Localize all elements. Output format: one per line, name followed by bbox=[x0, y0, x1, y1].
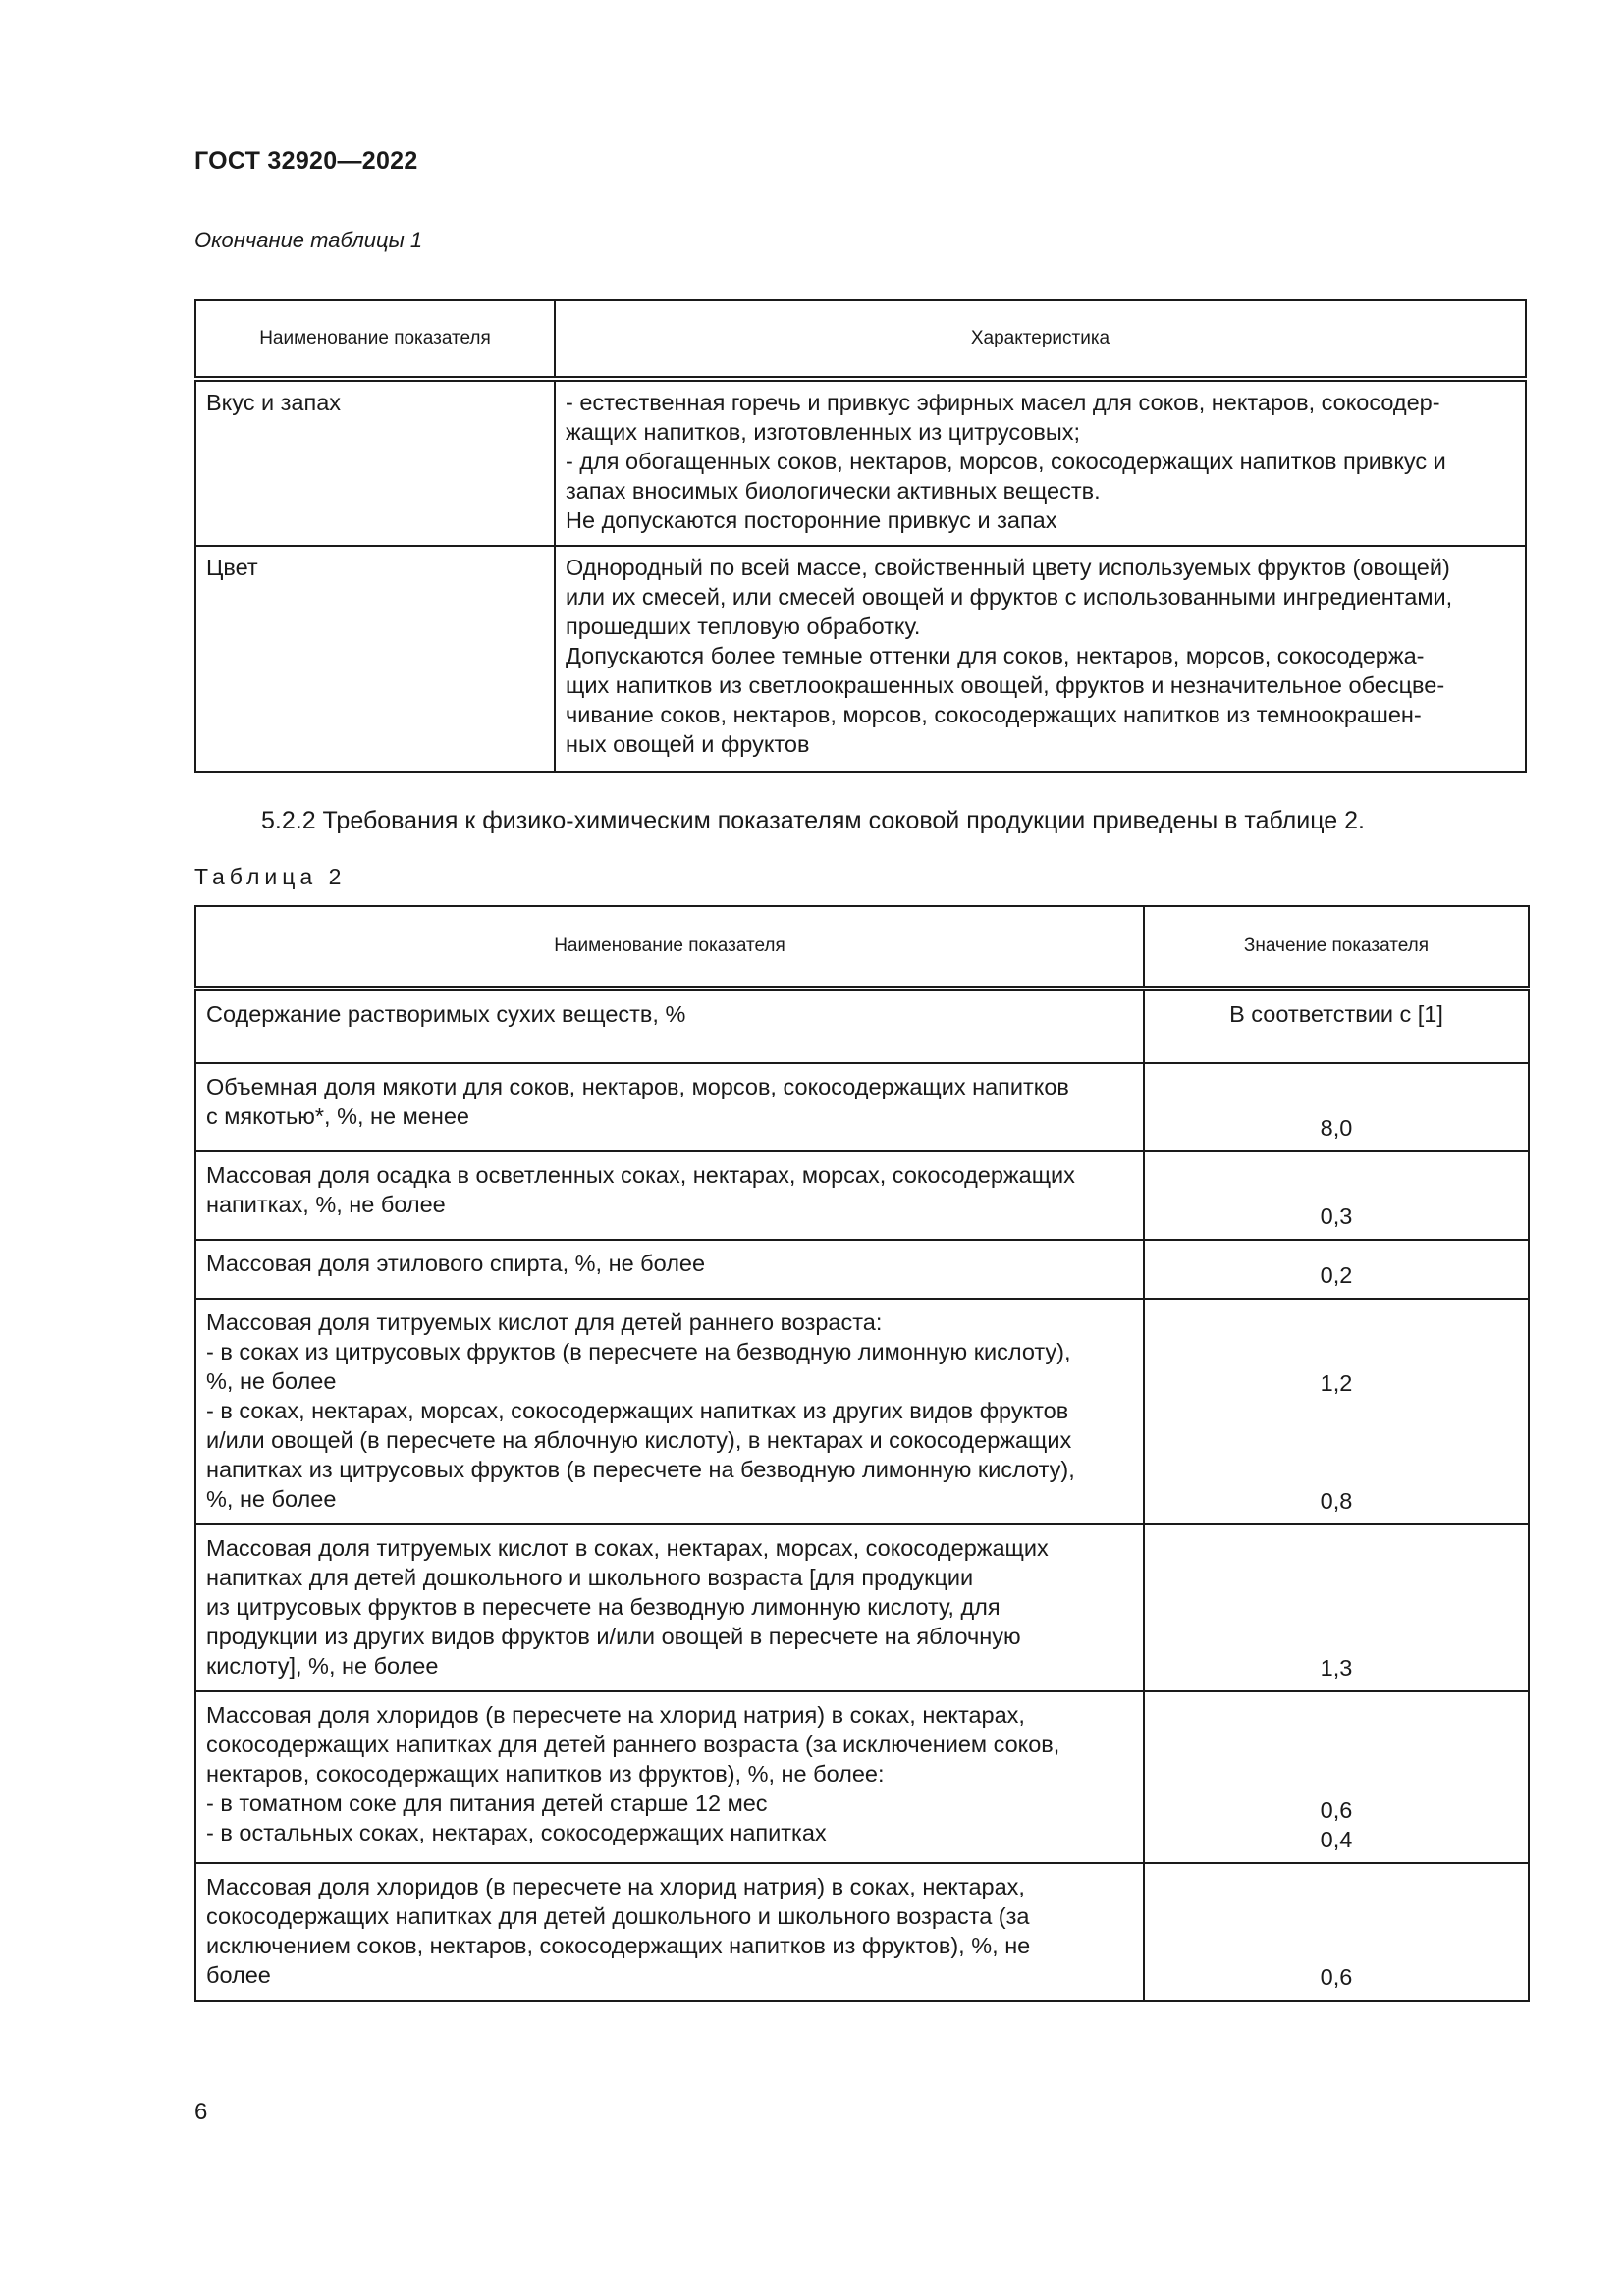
text-line: напитках из цитрусовых фруктов (в пересчете на безводную лимонную кислоту), bbox=[206, 1457, 1075, 1482]
text-line: прошедших тепловую обработку. bbox=[566, 614, 921, 639]
text-line: напитках, %, не более bbox=[206, 1192, 446, 1217]
table1-row-characteristic bbox=[555, 546, 1526, 772]
table1-row-name: Вкус и запах bbox=[195, 379, 555, 546]
table-row bbox=[195, 1299, 1529, 1524]
table-row bbox=[195, 546, 1526, 772]
table2-header-row bbox=[195, 906, 1529, 988]
table1-row-name: Цвет bbox=[195, 546, 555, 772]
text-line: Объемная доля мякоти для соков, нектаров, морсов, сокосодержащих напитков bbox=[206, 1074, 1069, 1099]
text-line: Не допускаются посторонние привкус и запах bbox=[566, 507, 1057, 533]
text-line: Массовая доля титруемых кислот для детей раннего возраста: bbox=[206, 1309, 883, 1335]
table-row bbox=[195, 1524, 1529, 1691]
table-row bbox=[195, 1691, 1529, 1863]
table2-row-value bbox=[1144, 988, 1529, 1063]
text-line: - естественная горечь и привкус эфирных масел для соков, нектаров, сокосодер- bbox=[566, 390, 1440, 415]
table2-col-name: Наименование показателя bbox=[195, 906, 1144, 988]
value-line: 1,2 bbox=[1320, 1370, 1353, 1396]
table-2 bbox=[194, 905, 1530, 2002]
text-line: Допускаются более темные оттенки для соков, нектаров, морсов, сокосодержа- bbox=[566, 643, 1425, 668]
text-line: из цитрусовых фруктов в пересчете на безводную лимонную кислоту, для bbox=[206, 1594, 1001, 1620]
value-line: 0,3 bbox=[1320, 1203, 1353, 1229]
table2-row-name bbox=[195, 1151, 1144, 1240]
table2-col-value: Значение показателя bbox=[1144, 906, 1529, 988]
table2-row-name bbox=[195, 1299, 1144, 1524]
text-line: Содержание растворимых сухих веществ, % bbox=[206, 1001, 686, 1027]
text-line: сокосодержащих напитках для детей дошкольного и школьного возраста (за bbox=[206, 1903, 1030, 1929]
text-line: кислоту], %, не более bbox=[206, 1653, 439, 1679]
text-line: сокосодержащих напитках для детей раннего возраста (за исключением соков, bbox=[206, 1732, 1060, 1757]
value-line: 0,6 bbox=[1320, 1797, 1353, 1823]
value-line: В соответствии с [1] bbox=[1229, 1001, 1443, 1027]
text-line: продукции из других видов фруктов и/или овощей в пересчете на яблочную bbox=[206, 1624, 1021, 1649]
table1-row-characteristic bbox=[555, 379, 1526, 546]
text-line: с мякотью*, %, не менее bbox=[206, 1103, 469, 1129]
text-line: напитках для детей дошкольного и школьного возраста [для продукции bbox=[206, 1565, 974, 1590]
text-line: или их смесей, или смесей овощей и фруктов с использованными ингредиентами, bbox=[566, 584, 1453, 610]
value-line: 0,4 bbox=[1320, 1827, 1353, 1852]
table2-row-name bbox=[195, 1524, 1144, 1691]
text-line: Массовая доля этилового спирта, %, не более bbox=[206, 1251, 706, 1276]
table1-header-row bbox=[195, 300, 1526, 379]
text-line: - для обогащенных соков, нектаров, морсов, сокосодержащих напитков привкус и bbox=[566, 449, 1446, 474]
table1-col-characteristic: Характеристика bbox=[555, 300, 1526, 379]
text-line: чивание соков, нектаров, морсов, сокосодержащих напитков из темноокрашен- bbox=[566, 702, 1422, 727]
text-line: нектаров, сокосодержащих напитков из фруктов), %, не более: bbox=[206, 1761, 885, 1787]
table2-row-value bbox=[1144, 1299, 1529, 1524]
table-row bbox=[195, 379, 1526, 546]
text-line: щих напитков из светлоокрашенных овощей, фруктов и незначительное обесцве- bbox=[566, 672, 1445, 698]
table-row bbox=[195, 1063, 1529, 1151]
table-row bbox=[195, 1863, 1529, 2001]
value-line: 1,3 bbox=[1320, 1655, 1353, 1681]
table2-row-value bbox=[1144, 1240, 1529, 1299]
text-line: Массовая доля хлоридов (в пересчете на хлорид натрия) в соках, нектарах, bbox=[206, 1874, 1025, 1899]
text-line: исключением соков, нектаров, сокосодержащих напитков из фруктов), %, не bbox=[206, 1933, 1031, 1958]
text-line: %, не более bbox=[206, 1486, 337, 1512]
table-row bbox=[195, 988, 1529, 1063]
value-line: 0,6 bbox=[1320, 1964, 1353, 1990]
table-1 bbox=[194, 299, 1527, 773]
page-number: 6 bbox=[194, 2099, 208, 2125]
table2-row-value bbox=[1144, 1524, 1529, 1691]
value-line: 8,0 bbox=[1320, 1115, 1353, 1141]
text-line: и/или овощей (в пересчете на яблочную кислоту), в нектарах и сокосодержащих bbox=[206, 1427, 1072, 1453]
table2-row-value bbox=[1144, 1691, 1529, 1863]
table2-row-name bbox=[195, 988, 1144, 1063]
table2-row-name bbox=[195, 1240, 1144, 1299]
table2-row-name bbox=[195, 1863, 1144, 2001]
text-line: - в соках, нектарах, морсах, сокосодержащих напитках из других видов фруктов bbox=[206, 1398, 1069, 1423]
table2-caption: Таблица 2 bbox=[194, 864, 347, 889]
table2-row-value bbox=[1144, 1863, 1529, 2001]
document-header: ГОСТ 32920—2022 bbox=[194, 147, 418, 175]
text-line: - в томатном соке для питания детей старше 12 мес bbox=[206, 1790, 768, 1816]
table-row bbox=[195, 1151, 1529, 1240]
table1-col-name: Наименование показателя bbox=[195, 300, 555, 379]
table1-caption: Окончание таблицы 1 bbox=[194, 228, 423, 252]
text-line: запах вносимых биологически активных веществ. bbox=[566, 478, 1101, 504]
text-line: Однородный по всей массе, свойственный цвету используемых фруктов (овощей) bbox=[566, 555, 1450, 580]
table-row bbox=[195, 1240, 1529, 1299]
table2-row-value bbox=[1144, 1063, 1529, 1151]
text-line: Массовая доля хлоридов (в пересчете на хлорид натрия) в соках, нектарах, bbox=[206, 1702, 1025, 1728]
table2-row-value bbox=[1144, 1151, 1529, 1240]
text-line: Массовая доля титруемых кислот в соках, нектарах, морсах, сокосодержащих bbox=[206, 1535, 1049, 1561]
text-line: ных овощей и фруктов bbox=[566, 731, 810, 757]
text-line: - в остальных соках, нектарах, сокосодержащих напитках bbox=[206, 1820, 827, 1845]
text-line: Массовая доля осадка в осветленных соках, нектарах, морсах, сокосодержащих bbox=[206, 1162, 1075, 1188]
value-line: 0,8 bbox=[1320, 1488, 1353, 1514]
text-line: - в соках из цитрусовых фруктов (в пересчете на безводную лимонную кислоту), bbox=[206, 1339, 1071, 1364]
text-line: более bbox=[206, 1962, 271, 1988]
value-line: 0,2 bbox=[1320, 1262, 1353, 1288]
text-line: жащих напитков, изготовленных из цитрусовых; bbox=[566, 419, 1081, 445]
text-line: %, не более bbox=[206, 1368, 337, 1394]
section-paragraph: 5.2.2 Требования к физико-химическим показателям соковой продукции приведены в таблице 2. bbox=[261, 807, 1365, 834]
table2-row-name bbox=[195, 1063, 1144, 1151]
table2-row-name bbox=[195, 1691, 1144, 1863]
